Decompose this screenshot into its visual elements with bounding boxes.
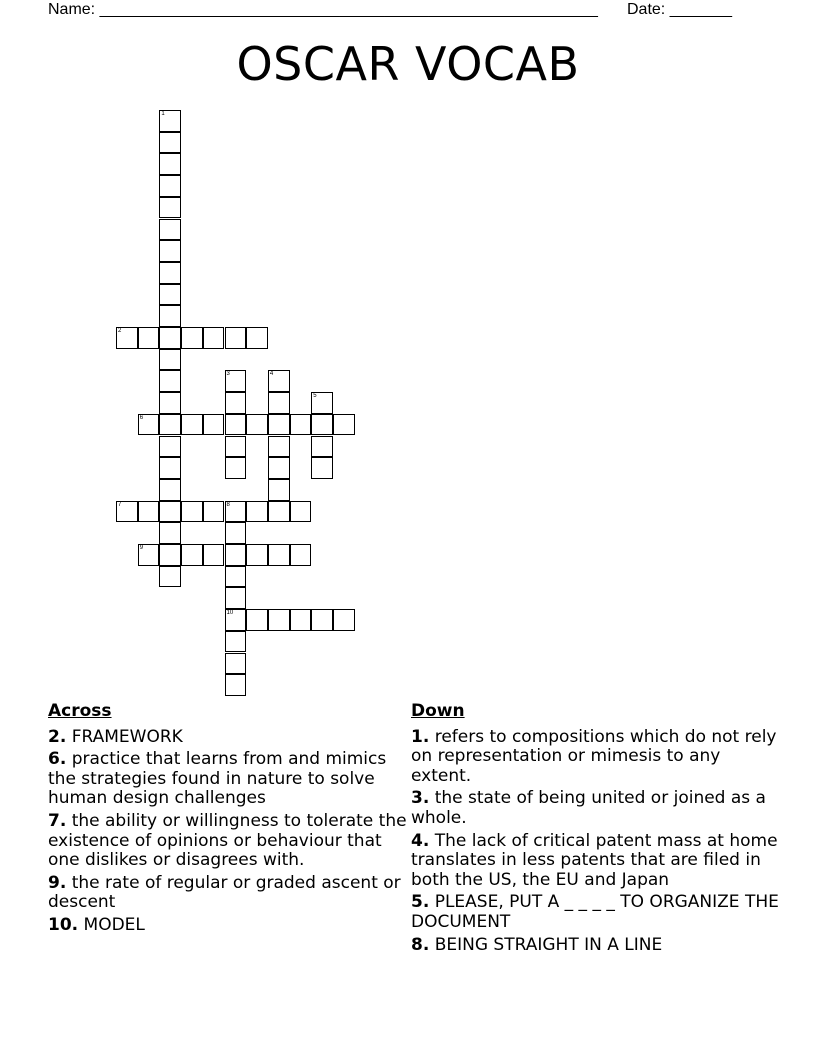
grid-cell[interactable]	[159, 479, 181, 501]
grid-cell[interactable]	[159, 197, 181, 219]
grid-cell[interactable]	[246, 609, 268, 631]
down-clue-5: 5. PLEASE, PUT A _ _ _ _ TO ORGANIZE THE DOCUMENT	[411, 892, 779, 932]
grid-cell[interactable]	[159, 544, 181, 566]
grid-cell[interactable]	[138, 544, 160, 566]
grid-cell[interactable]	[159, 175, 181, 197]
clue-number: 1	[161, 111, 165, 117]
clue-number: 4	[269, 371, 274, 378]
grid-cell[interactable]	[159, 522, 181, 544]
grid-cell[interactable]	[159, 305, 181, 327]
grid-cell[interactable]	[225, 457, 247, 479]
grid-cell[interactable]	[268, 457, 290, 479]
clue-number: 6	[139, 414, 144, 421]
grid-cell[interactable]	[268, 544, 290, 566]
grid-cell[interactable]	[159, 436, 181, 458]
grid-cell[interactable]	[225, 522, 247, 544]
grid-cell[interactable]	[138, 327, 160, 349]
grid-cell[interactable]	[268, 392, 290, 414]
grid-cell[interactable]	[225, 631, 247, 653]
grid-cell[interactable]	[225, 544, 247, 566]
down-clue-4: 4. The lack of critical patent mass at home translates in less patents that are filed in both the US, the EU and Japan	[411, 830, 778, 890]
across-clue-6: 6. practice that learns from and mimics the strategies found in nature to solve human design challenges	[48, 749, 387, 809]
grid-cell[interactable]	[268, 479, 290, 501]
grid-cell[interactable]	[311, 609, 333, 631]
grid-cell[interactable]	[225, 653, 247, 675]
clue-number: 5	[313, 393, 317, 400]
grid-cell[interactable]	[225, 566, 247, 588]
grid-cell[interactable]	[159, 370, 181, 392]
grid-cell[interactable]	[225, 609, 247, 631]
grid-cell[interactable]	[246, 327, 268, 349]
grid-cell[interactable]	[225, 501, 247, 523]
down-clue-1: 1. refers to compositions which do not rely on representation or mimesis to any extent.	[411, 726, 777, 786]
grid-cell[interactable]	[159, 566, 181, 588]
across-clue-2: 2. FRAMEWORK	[48, 726, 183, 747]
grid-cell[interactable]	[268, 414, 290, 436]
grid-cell[interactable]	[225, 587, 247, 609]
across-clue-10: 10. MODEL	[48, 914, 145, 935]
name-field[interactable]: Name: ________________________________________________________	[48, 1, 598, 18]
clue-number: 2	[118, 328, 122, 334]
grid-cell[interactable]	[268, 609, 290, 631]
grid-cell[interactable]	[181, 414, 203, 436]
clue-number: 10	[226, 610, 234, 617]
grid-cell[interactable]	[203, 501, 225, 523]
grid-cell[interactable]	[138, 414, 160, 436]
grid-cell[interactable]	[159, 349, 181, 371]
grid-cell[interactable]	[290, 414, 312, 436]
date-field[interactable]: Date: _______	[627, 1, 732, 18]
grid-cell[interactable]	[159, 392, 181, 414]
grid-cell[interactable]	[159, 414, 181, 436]
grid-cell[interactable]	[159, 327, 181, 349]
grid-cell[interactable]	[311, 414, 333, 436]
grid-cell[interactable]	[159, 132, 181, 154]
across-clue-7: 7. the ability or willingness to tolerate the existence of opinions or behaviour that one dislikes or disagrees with.	[48, 810, 407, 871]
grid-cell[interactable]	[181, 327, 203, 349]
down-clue-8: 8. BEING STRAIGHT IN A LINE	[411, 934, 663, 955]
grid-cell[interactable]	[225, 327, 247, 349]
grid-cell[interactable]	[116, 501, 138, 523]
grid-cell[interactable]	[159, 240, 181, 262]
grid-cell[interactable]	[159, 501, 181, 523]
grid-cell[interactable]	[225, 414, 247, 436]
clue-number: 9	[139, 545, 144, 551]
grid-cell[interactable]	[246, 414, 268, 436]
clue-number: 7	[118, 501, 122, 508]
across-clues	[48, 702, 408, 939]
grid-cell[interactable]	[290, 501, 312, 523]
grid-cell[interactable]	[225, 674, 247, 696]
grid-cell[interactable]	[311, 457, 333, 479]
grid-cell[interactable]	[225, 370, 247, 392]
down-heading: Down	[411, 701, 465, 721]
grid-cell[interactable]	[246, 544, 268, 566]
grid-cell[interactable]	[138, 501, 160, 523]
grid-cell[interactable]	[290, 609, 312, 631]
grid-cell[interactable]	[311, 436, 333, 458]
grid-cell[interactable]	[116, 327, 138, 349]
grid-cell[interactable]	[225, 436, 247, 458]
page-title: OSCAR VOCAB	[236, 37, 580, 91]
grid-cell[interactable]	[159, 110, 181, 132]
across-heading: Across	[48, 701, 112, 721]
clue-number: 3	[226, 371, 230, 378]
grid-cell[interactable]	[159, 153, 181, 175]
grid-cell[interactable]	[268, 501, 290, 523]
grid-cell[interactable]	[268, 370, 290, 392]
grid-cell[interactable]	[159, 284, 181, 306]
down-clue-3: 3. the state of being united or joined as a whole.	[411, 788, 766, 828]
grid-cell[interactable]	[159, 262, 181, 284]
grid-cell[interactable]	[311, 392, 333, 414]
grid-cell[interactable]	[225, 392, 247, 414]
grid-cell[interactable]	[203, 414, 225, 436]
grid-cell[interactable]	[159, 219, 181, 241]
grid-cell[interactable]	[268, 436, 290, 458]
clue-number: 8	[226, 501, 230, 508]
grid-cell[interactable]	[181, 501, 203, 523]
grid-cell[interactable]	[203, 544, 225, 566]
grid-cell[interactable]	[159, 457, 181, 479]
grid-cell[interactable]	[246, 501, 268, 523]
grid-cell[interactable]	[181, 544, 203, 566]
grid-cell[interactable]	[203, 327, 225, 349]
grid-cell[interactable]	[333, 414, 355, 436]
grid-cell[interactable]	[333, 609, 355, 631]
across-clue-9: 9. the rate of regular or graded ascent or descent	[48, 872, 401, 913]
down-clues	[411, 702, 781, 958]
grid-cell[interactable]	[290, 544, 312, 566]
